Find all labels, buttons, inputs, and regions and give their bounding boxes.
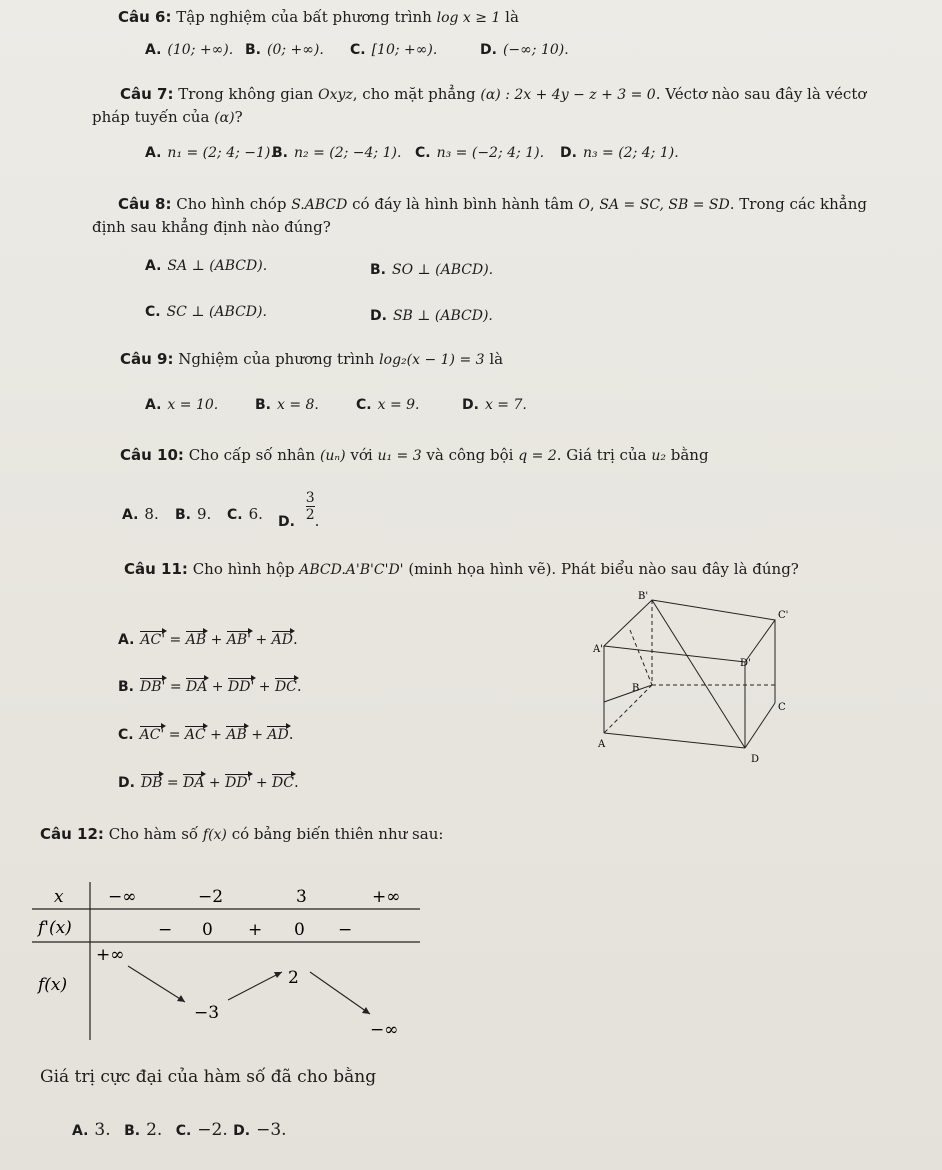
row-header-f: f(x) xyxy=(38,975,68,995)
question-11-stem: Câu 11: Cho hình hộp ABCD.A'B'C'D' (minh họa hình vẽ). Phát biểu nào sau đây là đúng? xyxy=(124,560,799,578)
edge-b-a xyxy=(604,685,652,733)
arrow-decrease-2 xyxy=(310,972,370,1014)
vertex-label-bprime: B' xyxy=(638,591,649,602)
edge-a-d xyxy=(604,733,745,748)
question-10-option-c[interactable]: C. 6. xyxy=(227,505,263,523)
diagonal-bprime-d xyxy=(652,600,745,748)
zero-1: 0 xyxy=(202,920,213,940)
question-8-option-b[interactable]: B. SO ⊥ (ABCD). xyxy=(370,262,494,278)
question-7-option-b[interactable]: B. n₂ = (2; −4; 1). xyxy=(272,145,402,161)
top-face xyxy=(604,600,775,662)
question-10-stem: Câu 10: Cho cấp số nhân (uₙ) với u₁ = 3 và công bội q = 2. Giá trị của u₂ bằng xyxy=(120,446,709,464)
question-11-option-d[interactable]: D. DB = DA + DD' + DC. xyxy=(118,773,299,791)
fraction-three-halves: $\frac{3}{2}$ xyxy=(305,490,315,523)
vertex-label-aprime: A' xyxy=(593,644,603,655)
question-9-option-c[interactable]: C. x = 9. xyxy=(356,397,420,413)
x-value-plus-infinity: +∞ xyxy=(372,887,401,907)
arrowhead-3 xyxy=(362,1007,370,1014)
question-12-stem: Câu 12: Cho hàm số f(x) có bảng biến thiên như sau: xyxy=(40,825,444,843)
zero-2: 0 xyxy=(294,920,305,940)
question-9-stem: Câu 9: Nghiệm của phương trình log₂(x − 1) = 3 là xyxy=(120,350,504,368)
question-6-option-a[interactable]: A. (10; +∞). xyxy=(145,42,234,58)
question-12-option-d[interactable]: D. −3. xyxy=(233,1120,287,1140)
vertex-label-dprime: D' xyxy=(740,658,751,669)
question-9-option-d[interactable]: D. x = 7. xyxy=(462,397,527,413)
variation-table xyxy=(30,880,430,1040)
arrowhead-1 xyxy=(177,995,185,1002)
question-12-option-c[interactable]: C. −2. xyxy=(175,1120,228,1140)
x-value-3: 3 xyxy=(296,887,307,907)
f-value-2: 2 xyxy=(288,968,299,988)
question-12-option-b[interactable]: B. 2. xyxy=(124,1120,163,1140)
vertex-label-b: B xyxy=(632,683,640,694)
question-10-option-d[interactable]: D. $\frac{3}{2}$ . xyxy=(278,490,320,530)
question-8-stem-line2: định sau khẳng định nào đúng? xyxy=(92,218,331,236)
question-8-option-c[interactable]: C. SC ⊥ (ABCD). xyxy=(145,304,267,320)
question-7-option-a[interactable]: A. n₁ = (2; 4; −1). xyxy=(145,145,275,161)
question-6-option-c[interactable]: C. [10; +∞). xyxy=(350,42,438,58)
edge-d-c xyxy=(745,703,775,748)
sign-1: − xyxy=(158,920,173,940)
edge-b-slant xyxy=(604,685,652,702)
vertex-label-c: C xyxy=(778,702,786,713)
arrow-decrease-1 xyxy=(128,966,185,1002)
question-11-option-a[interactable]: A. AC' = AB + AB' + AD. xyxy=(118,630,298,648)
question-11-option-b[interactable]: B. DB' = DA + DD' + DC. xyxy=(118,677,302,695)
question-6-option-d[interactable]: D. (−∞; 10). xyxy=(480,42,569,58)
sign-3: − xyxy=(338,920,353,940)
question-7-option-c[interactable]: C. n₃ = (−2; 4; 1). xyxy=(415,145,545,161)
question-8-option-d[interactable]: D. SB ⊥ (ABCD). xyxy=(370,308,493,324)
question-9-option-a[interactable]: A. x = 10. xyxy=(145,397,219,413)
f-value-minus-3: −3 xyxy=(194,1003,220,1023)
question-12-prompt: Giá trị cực đại của hàm số đã cho bằng xyxy=(40,1067,377,1087)
question-6-stem: Câu 6: Tập nghiệm của bất phương trình log x ≥ 1 là xyxy=(118,8,519,26)
question-7-option-d[interactable]: D. n₃ = (2; 4; 1). xyxy=(560,145,679,161)
vertex-label-cprime: C' xyxy=(778,610,789,621)
x-value-minus-infinity: −∞ xyxy=(108,887,137,907)
f-value-minus-infinity: −∞ xyxy=(370,1020,399,1040)
question-8-option-a[interactable]: A. SA ⊥ (ABCD). xyxy=(145,258,268,274)
sign-2: + xyxy=(248,920,263,940)
vertex-label-a: A xyxy=(598,739,606,750)
question-12-options xyxy=(72,1120,287,1140)
row-header-x: x xyxy=(54,887,64,907)
question-9-option-b[interactable]: B. x = 8. xyxy=(255,397,319,413)
question-7-stem-line2: pháp tuyến của (α)? xyxy=(92,108,243,126)
vertex-label-d: D xyxy=(751,754,760,765)
f-value-plus-infinity: +∞ xyxy=(96,945,125,965)
question-8-stem: Câu 8: Cho hình chóp S.ABCD có đáy là hình bình hành tâm O, SA = SC, SB = SD. Trong các khẳng xyxy=(118,195,868,213)
question-10-option-b[interactable]: B. 9. xyxy=(175,505,212,523)
row-header-fprime: f'(x) xyxy=(38,918,72,938)
edge-aprime-b-hidden xyxy=(630,630,652,685)
question-6-option-b[interactable]: B. (0; +∞). xyxy=(245,42,324,58)
question-10-option-a[interactable]: A. 8. xyxy=(122,505,159,523)
arrow-increase xyxy=(228,972,282,1000)
question-11-option-c[interactable]: C. AC' = AC + AB + AD. xyxy=(118,725,294,743)
question-12-option-a[interactable]: A. 3. xyxy=(72,1120,111,1140)
x-value-minus-2: −2 xyxy=(198,887,224,907)
question-7-stem: Câu 7: Trong không gian Oxyz, cho mặt phẳng (α) : 2x + 4y − z + 3 = 0. Véctơ nào sau đây là véctơ xyxy=(120,85,867,103)
parallelepiped-figure xyxy=(590,590,790,770)
